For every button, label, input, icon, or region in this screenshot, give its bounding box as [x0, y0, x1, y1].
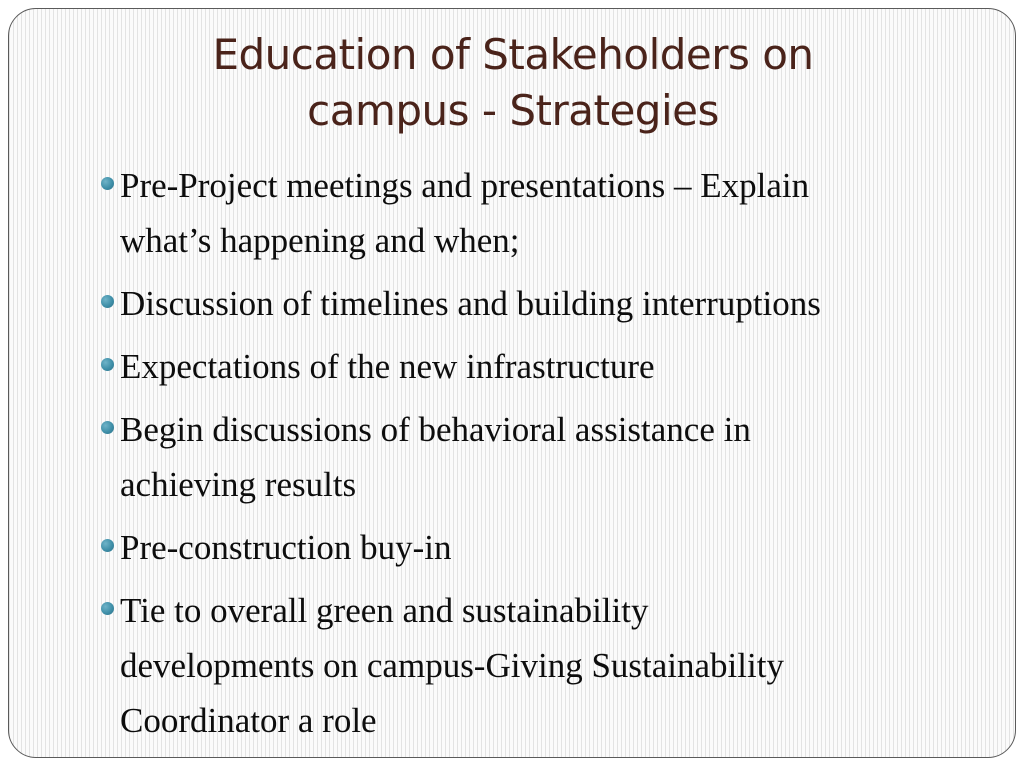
bullet-text-line: Expectations of the new infrastructure: [120, 347, 655, 386]
bullet-dot-icon: [101, 602, 114, 615]
slide-title-line: campus - Strategies: [307, 86, 719, 135]
bullet-dot-icon: [101, 295, 114, 308]
bullet-text-line: Coordinator a role: [120, 701, 377, 740]
bullet-item: [99, 276, 959, 331]
slide-title-line: Education of Stakeholders on: [212, 30, 814, 79]
bullet-item: [99, 520, 959, 575]
bullet-dot-icon: [101, 358, 114, 371]
bullet-item: [99, 402, 959, 512]
bullet-text-line: developments on campus-Giving Sustainability: [120, 646, 784, 685]
bullet-dot-icon: [101, 421, 114, 434]
bullet-text-line: Tie to overall green and sustainability: [120, 591, 649, 630]
bullet-text-line: what’s happening and when;: [120, 221, 520, 260]
bullet-item: [99, 158, 959, 268]
bullet-text-line: Discussion of timelines and building interruptions: [120, 284, 821, 323]
bullet-item: [99, 583, 959, 748]
bullet-text-line: Pre-construction buy-in: [120, 528, 452, 567]
bullet-text-line: achieving results: [120, 465, 357, 504]
bullet-text-line: Begin discussions of behavioral assistance in: [120, 410, 751, 449]
slide-title: [69, 27, 957, 139]
bullet-item: [99, 339, 959, 394]
slide: [8, 8, 1016, 758]
bullet-text-line: Pre-Project meetings and presentations – Explain: [120, 166, 810, 205]
bullet-dot-icon: [101, 177, 114, 190]
bullet-list: [99, 158, 959, 756]
bullet-dot-icon: [101, 539, 114, 552]
